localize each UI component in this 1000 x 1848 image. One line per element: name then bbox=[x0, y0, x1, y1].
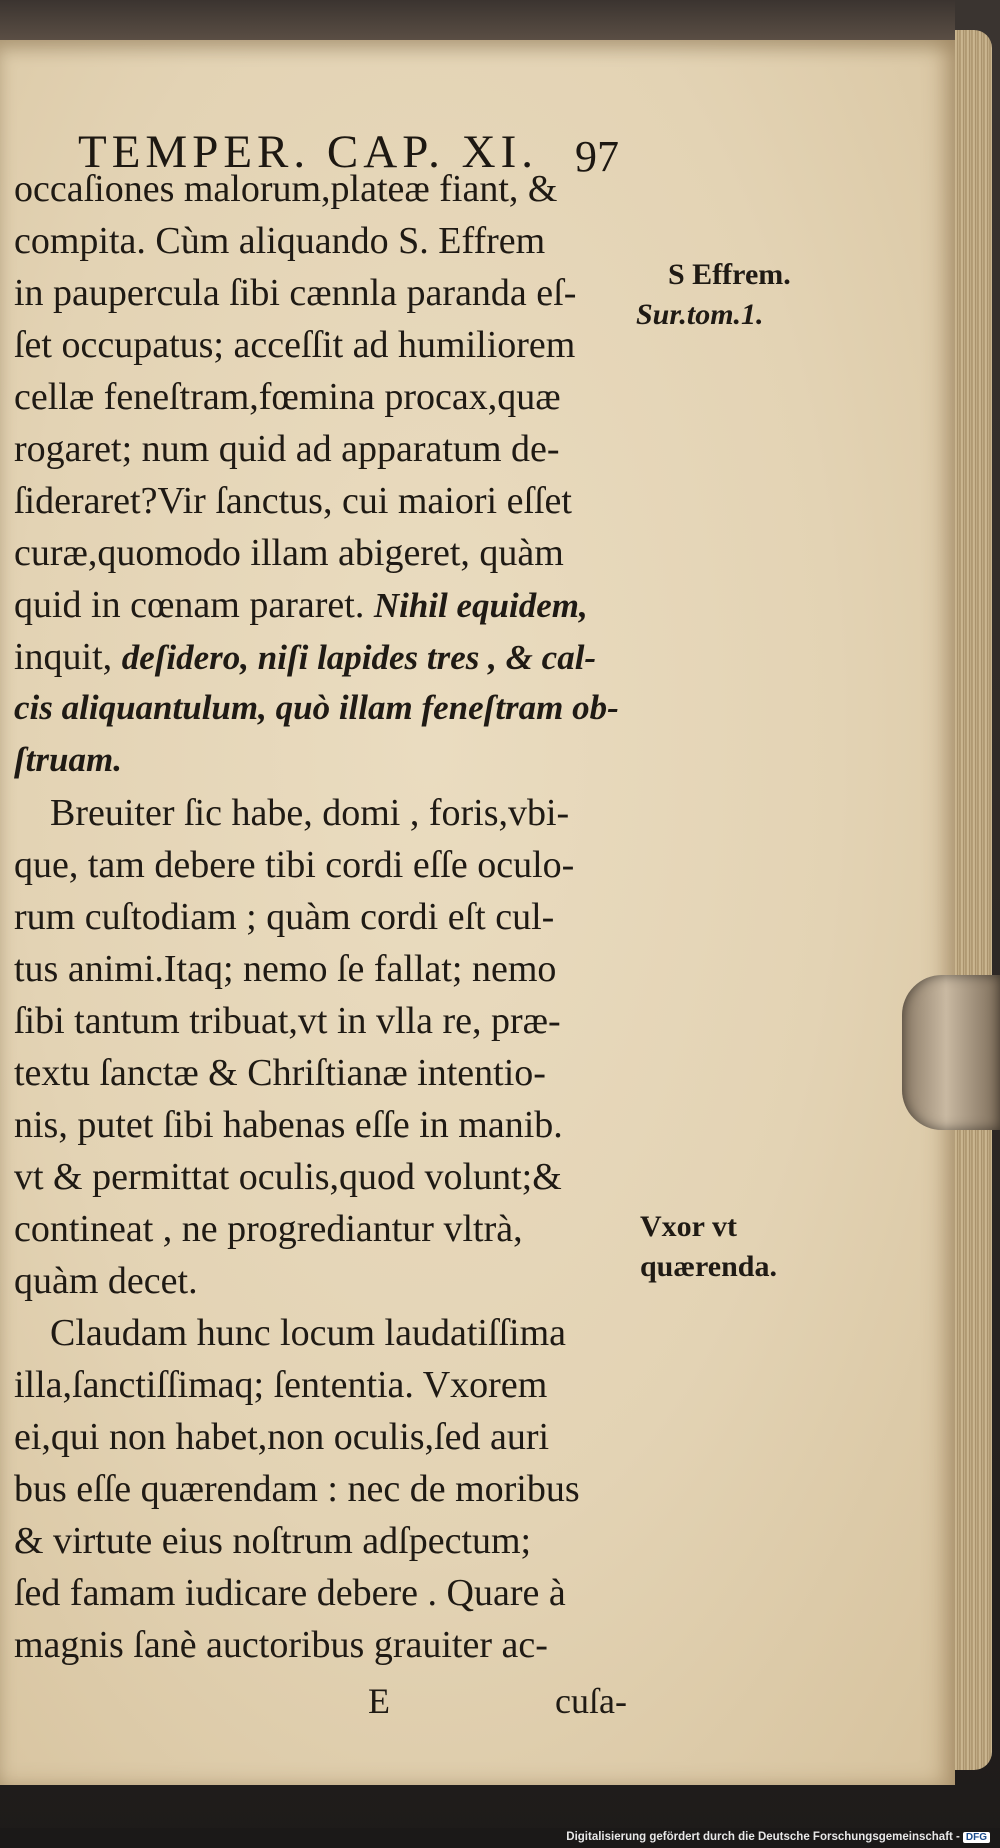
book-clasp bbox=[902, 975, 1000, 1130]
credit-text: Digitalisierung gefördert durch die Deutsche Forschungsgemeinschaft - bbox=[566, 1831, 960, 1843]
text-line: ſed famam iudicare debere . Quare à bbox=[14, 1572, 566, 1614]
text-line: magnis ſanè auctoribus grauiter ac- bbox=[14, 1624, 548, 1666]
text-line: vt & permittat oculis,quod volunt;& bbox=[14, 1156, 562, 1198]
text-line: cis aliquantulum, quò illam feneſtram ob- bbox=[14, 688, 619, 727]
margin-note-uxor-continued: quærenda. bbox=[640, 1250, 777, 1283]
text-line bbox=[14, 586, 588, 624]
running-head: TEMPER. CAP. XI. bbox=[78, 126, 538, 178]
text-line: tus animi.Itaq; nemo ſe fallat; nemo bbox=[14, 948, 557, 990]
text-line: cellæ feneſtram,fœmina procax,quæ bbox=[14, 376, 561, 418]
text-span: quid in cœnam pararet. bbox=[14, 584, 365, 626]
text-line: ſet occupatus; acceſſit ad humiliorem bbox=[14, 324, 576, 366]
margin-note-uxor: Vxor vt bbox=[640, 1210, 737, 1243]
text-line: textu ſanctæ & Chriſtianæ intentio- bbox=[14, 1052, 546, 1094]
italic-phrase: Nihil equidem, bbox=[373, 586, 588, 625]
text-line: curæ,quomodo illam abigeret, quàm bbox=[14, 532, 564, 574]
italic-phrase: deſidero, niſi lapides tres , & cal- bbox=[121, 638, 597, 677]
text-line: ſibi tantum tribuat,vt in vlla re, præ- bbox=[14, 1000, 561, 1042]
margin-note-effrem: S Effrem. bbox=[668, 258, 791, 291]
text-line bbox=[14, 638, 596, 676]
text-span: inquit, bbox=[14, 636, 113, 678]
text-line: quàm decet. bbox=[14, 1260, 198, 1302]
page-top-shadow bbox=[0, 0, 955, 40]
dfg-logo: DFG bbox=[963, 1832, 990, 1843]
text-line: nis, putet ſibi habenas eſſe in manib. bbox=[14, 1104, 563, 1146]
funding-credit bbox=[566, 1831, 990, 1843]
margin-note-surius: Sur.tom.1. bbox=[636, 298, 764, 331]
text-line: occaſiones malorum,plateæ fiant, & bbox=[14, 168, 558, 210]
catchword: cuſa- bbox=[555, 1681, 627, 1721]
text-line: ei,qui non habet,non oculis,ſed auri bbox=[14, 1416, 550, 1458]
text-line: in paupercula ſibi cænnla paranda eſ- bbox=[14, 272, 577, 314]
text-line: ſtruam. bbox=[14, 740, 122, 779]
text-line: Breuiter ſic habe, domi , foris,vbi- bbox=[50, 792, 570, 834]
text-line: rum cuſtodiam ; quàm cordi eſt cul- bbox=[14, 896, 555, 938]
text-line: que, tam debere tibi cordi eſſe oculo- bbox=[14, 844, 575, 886]
text-line: rogaret; num quid ad apparatum de- bbox=[14, 428, 560, 470]
text-line: illa,ſanctiſſimaq; ſententia. Vxorem bbox=[14, 1364, 548, 1406]
text-line: contineat , ne progrediantur vltrà, bbox=[14, 1208, 523, 1250]
signature-mark: E bbox=[368, 1681, 390, 1721]
page-number: 97 bbox=[575, 132, 619, 181]
text-line: Claudam hunc locum laudatiſſima bbox=[50, 1312, 567, 1354]
text-line: compita. Cùm aliquando S. Effrem bbox=[14, 220, 546, 262]
text-line: bus eſſe quærendam : nec de moribus bbox=[14, 1468, 580, 1510]
text-line: & virtute eius noſtrum adſpectum; bbox=[14, 1520, 532, 1562]
text-line: ſideraret?Vir ſanctus, cui maiori eſſet bbox=[14, 480, 572, 522]
